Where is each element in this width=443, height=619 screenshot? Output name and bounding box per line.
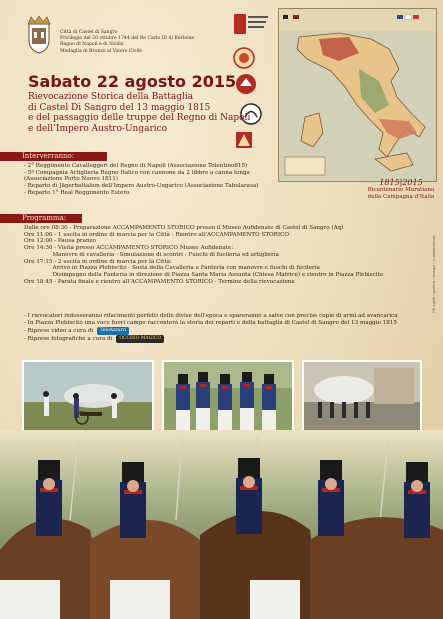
program-item: Ore 18:45 - Parata finale e rientro all’ACCAMPAMENTO STORICO - Termine della rievocazione	[24, 278, 295, 285]
subtitle-line: Rievocazione Storica della Battaglia	[28, 92, 194, 102]
teloazzurri-logo: TeloAzzurri	[97, 327, 129, 335]
bicentenary-years: 1815|2015	[379, 178, 423, 187]
note-line: - I rievocatori indosseranno rifacimenti perfetti delle divise dell'epoca e spareranno a salve con precise copie di armi ad avancarica	[24, 313, 398, 319]
participant-item: - 5ª Compagnia Artiglieria Regno Italico con cannone da 2 libbre a canna lunga	[24, 169, 250, 176]
bicentenary-box	[362, 178, 440, 200]
sponsor-logo-icon	[232, 12, 270, 36]
cavalry-hero-image	[0, 430, 443, 619]
participant-item: - 2° Reggimento Cavalleggeri del Regno di Napoli (Associazione Tolentino815)	[24, 163, 248, 169]
participants-list	[24, 163, 354, 197]
program-heading: Programma:	[0, 214, 82, 223]
program-item: Dalle ore 08:30 - Preparazione ACCAMPAMENTO STORICO presso il Museo Aufidenate di Castel di Sangro (Aq)	[24, 225, 344, 231]
subtitle-line: e del passaggio delle truppe del Regno di Napoli	[28, 113, 251, 123]
artillery-scene-illustration	[24, 362, 152, 440]
video-credit	[24, 327, 429, 335]
infantry-line-illustration	[164, 362, 292, 440]
event-date-title: Sabato 22 agosto 2015	[28, 72, 237, 91]
participant-item: - Reparto di Jägerbattalion dell’Impero Austro-Ungarico (Associazione Tabularasa)	[24, 183, 259, 190]
program-item: Ore 12:00 - Pausa pranzo	[24, 238, 96, 245]
photo-credit	[24, 335, 429, 343]
occhio-magico-logo: OCCHIO MAGICO	[116, 335, 164, 343]
italy-map-illustration	[279, 9, 436, 181]
bicentenary-line: della Campagna d’Italia	[367, 193, 435, 200]
notes	[24, 313, 429, 343]
city-line: Città di Castel di Sangro	[60, 30, 118, 35]
program-item: Ore 17:15 - 2 uscita in ordine di marcia per la Città:	[24, 258, 172, 265]
program-item: Manovre di cavalleria - Simulazione di scontri - Fuochi di fucileria ed artiglieria	[24, 251, 279, 258]
program-item: Disimpegno della Fanteria in direzione di Piazza Santa Maria Assunta (Chiesa Matrice) e rientro in Piazza Plebiscito	[24, 271, 384, 278]
program-list	[24, 225, 424, 285]
city-crest-icon	[25, 16, 53, 54]
city-info	[60, 30, 210, 55]
cavalry-illustration	[0, 430, 443, 619]
subtitle-line: e dell’Impero Austro-Ungarico	[28, 123, 168, 134]
event-subtitle	[28, 92, 273, 134]
photo-credit-label: - Riprese fotografiche a cura di	[24, 335, 113, 342]
video-credit-label: - Riprese video a cura di	[24, 327, 94, 334]
participant-item: - Reparto 1° Real Reggimento Estero	[24, 189, 130, 196]
bicentenary-line: Bicentenario Muratiano	[367, 187, 435, 193]
program-item: Ore 14:30 - Visita presso ACCAMPAMENTO STORICO Museo Aufidenate:	[24, 245, 234, 252]
participants-heading: Interverranno:	[0, 152, 107, 161]
sponsor-logo-icon	[232, 46, 270, 70]
program-item: Ore 11:00 - 1 uscita in ordine di marcia per la Città - Rientro all’ACCAMPAMENTO STORICO	[24, 231, 289, 238]
side-credit: Gli ospiti - grafica - stampa - comunicazione	[432, 235, 436, 313]
subtitle-line: di Castel Di Sangro del 13 maggio 1815	[28, 102, 211, 113]
historic-map	[278, 8, 437, 182]
program-item: Arrivo in Piazza Plebiscito - Sosta della Cavalleria e Fanteria con manovre e fuochi di fucileria	[24, 265, 320, 272]
city-line: Medaglia di Bronzo al Valore Civile	[60, 48, 143, 54]
note-line: - In Piazza Plebiscito una voce fuori campo racconterà la storia dei reparti e della battaglia di Castel di Sangro del 13 maggio 1815	[24, 320, 397, 326]
city-line: Privilegio del 20 ottobre 1744 del Re Carlo III di Borbone	[60, 36, 195, 42]
participant-item: (Associazione Porto Nuovo 1811)	[24, 176, 118, 183]
square-scene-illustration	[304, 362, 420, 440]
city-line: Regno di Napoli e di Sicilia	[60, 42, 124, 48]
